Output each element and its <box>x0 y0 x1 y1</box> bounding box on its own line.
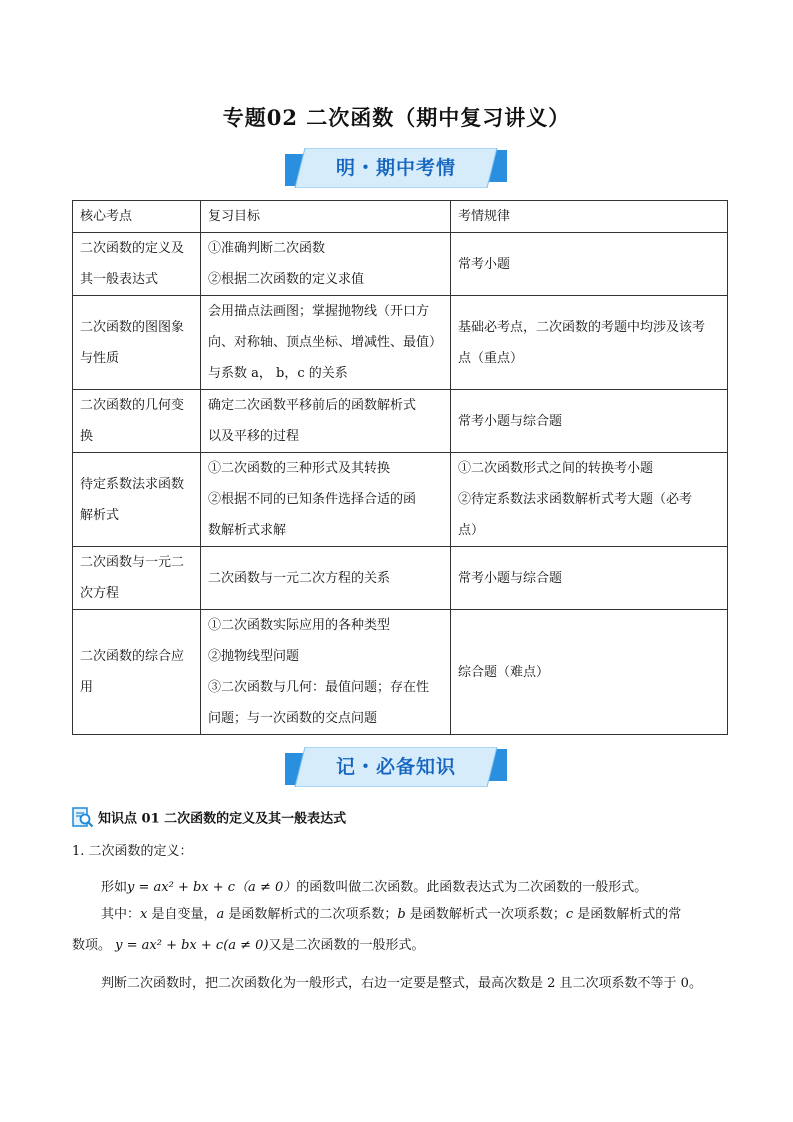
table-row <box>73 233 728 296</box>
pattern-cell: ①二次函数形式之间的转换考小题 ②待定系数法求函数解析式考大题（必考 点） <box>451 453 728 547</box>
section-banner-exam <box>285 148 507 188</box>
pattern-cell: 常考小题与综合题 <box>451 547 728 610</box>
goals-cell: ①二次函数的三种形式及其转换 ②根据不同的已知条件选择合适的函 数解析式求解 <box>201 453 451 547</box>
table-row <box>73 453 728 547</box>
pattern-cell: 常考小题与综合题 <box>451 390 728 453</box>
goals-cell: 确定二次函数平移前后的函数解析式 以及平移的过程 <box>201 390 451 453</box>
knowledge-heading <box>72 806 346 832</box>
topic-cell: 待定系数法求函数 解析式 <box>73 453 201 547</box>
goals-cell: ①二次函数实际应用的各种类型 ②抛物线型问题 ③二次函数与几何：最值问题；存在性 问题；与一次函数的交点问题 <box>201 610 451 735</box>
topic-cell: 二次函数的综合应 用 <box>73 610 201 735</box>
header-cell: 复习目标 <box>201 201 451 233</box>
header-cell: 核心考点 <box>73 201 201 233</box>
table-row <box>73 547 728 610</box>
table-row <box>73 610 728 735</box>
definition-line-3: 数项。 y = ax² + bx + c(a ≠ 0)又是二次函数的一般形式。 <box>72 938 425 953</box>
section-banner-knowledge <box>285 747 507 787</box>
knowledge-heading-text: 知识点 01 二次函数的定义及其一般表达式 <box>98 811 347 827</box>
topic-cell: 二次函数的几何变 换 <box>73 390 201 453</box>
formula-general: y = ax² + bx + c（a ≠ 0） <box>127 880 297 895</box>
page-title: 专题02 二次函数（期中复习讲义） <box>222 105 571 130</box>
goals-cell: ①准确判断二次函数 ②根据二次函数的定义求值 <box>201 233 451 296</box>
banner-title: 记・必备知识 <box>335 756 456 778</box>
exam-table <box>72 200 728 735</box>
definition-line-1: 形如y = ax² + bx + c（a ≠ 0）的函数叫做二次函数。此函数表达式为二次函数的一般形式。 <box>101 880 648 895</box>
pattern-cell: 常考小题 <box>451 233 728 296</box>
formula-general-2: y = ax² + bx + c(a ≠ 0) <box>115 938 269 953</box>
definition-note: 判断二次函数时，把二次函数化为一般形式，右边一定要是整式，最高次数是 2 且二次项系数不等于 0。 <box>101 976 702 991</box>
pattern-cell: 综合题（难点） <box>451 610 728 735</box>
magnifier-book-icon <box>72 806 94 832</box>
banner-title: 明・期中考情 <box>335 157 456 179</box>
goals-cell: 会用描点法画图；掌握抛物线（开口方 向、对称轴、顶点坐标、增减性、最值） 与系数 a， b，c 的关系 <box>201 296 451 390</box>
goals-cell: 二次函数与一元二次方程的关系 <box>201 547 451 610</box>
table-row <box>73 296 728 390</box>
header-cell: 考情规律 <box>451 201 728 233</box>
topic-cell: 二次函数的定义及 其一般表达式 <box>73 233 201 296</box>
topic-cell: 二次函数的图图象 与性质 <box>73 296 201 390</box>
definition-line-2: 其中：x 是自变量，a 是函数解析式的二次项系数；b 是函数解析式一次项系数；c 是函数解析式的常 <box>101 907 682 922</box>
pattern-cell: 基础必考点，二次函数的考题中均涉及该考 点（重点） <box>451 296 728 390</box>
table-row <box>73 390 728 453</box>
table-header-row <box>73 201 728 233</box>
topic-cell: 二次函数与一元二 次方程 <box>73 547 201 610</box>
definition-label: 1. 二次函数的定义： <box>72 844 193 859</box>
